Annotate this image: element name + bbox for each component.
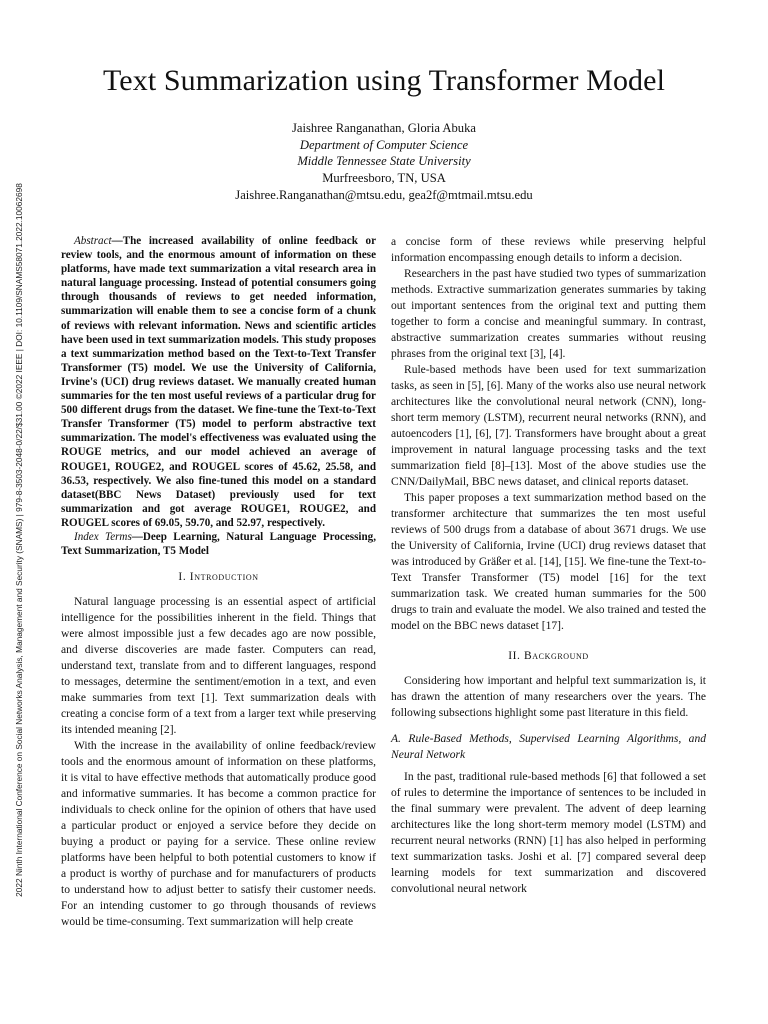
right-column (391, 234, 706, 897)
abstract-paragraph (61, 234, 376, 530)
section-number: II. (508, 650, 521, 662)
section-heading-introduction (61, 569, 376, 585)
section-heading-background (391, 648, 706, 664)
section-number: I. (178, 571, 187, 584)
intro-paragraph-6: This paper proposes a text summarization method based on the transformer architecture that summarizes the ten most useful reviews of 500 drugs from a database of about 3671 drugs. We use the University of California, Irvine (UCI) drug reviews dataset that was introduced by Gräßer et al. [14], [15]. We fine-tune the Text-to-Text Transfer Transformer (T5) model [16] for the text summarization task. We created human summaries for the 500 drugs to train and evaluate the model. We also trained and tested the model on the BBC news dataset [17]. (391, 492, 706, 632)
author-university: Middle Tennessee State University (297, 154, 471, 169)
subsection-heading: A. Rule-Based Methods, Supervised Learning Algorithms, and Neural Network (391, 733, 706, 761)
subsection-paragraph: In the past, traditional rule-based methods [6] that followed a set of rules to determine the importance of sentences to be included in the final summary were prevalent. The advent of deep learning architectures like the long short-term memory model (LSTM) and recurrent neural networks (RNN) [1] has also helped in performing text summarization tasks. Joshi et al. [7] compared several deep learning models for text summarization and discovered convolutional neural network (391, 771, 706, 895)
abstract (61, 234, 376, 558)
section-title: Background (524, 650, 589, 662)
index-terms-dash: — (131, 530, 143, 543)
left-column (61, 234, 376, 930)
abstract-text: The increased availability of online feedback or review tools, and the enormous amount of information on these platforms, have made text summarization a vital research area in natural language processing. Instead of potential consumers going through thousands of reviews to get needed information, summarization will enable them to see a concise form of a chunk of reviews with relevant information. News and scientific articles have been used in text summarization models. This study proposes a text summarization method based on the Text-to-Text Transfer Transformer (T5) model. We use the University of California, Irvine's (UCI) drug reviews dataset. We manually created human summaries for the ten most useful reviews of a particular drug for 500 different drugs from the dataset. We fine-tune the Text-to-Text Transfer Transformer (T5) model to perform abstractive text summarization. The model's effectiveness was evaluated using the ROUGE metrics, and our model achieved an average of ROUGE1, ROUGE2, and ROUGEL scores of 45.62, 25.58, and 36.53, respectively. We also fine-tuned this model on a standard dataset(BBC News Dataset) previously used for text summarization and got average ROUGE1, ROUGE2, and ROUGEL scores of 69.05, 59.70, and 52.97, respectively. (61, 235, 376, 529)
sidebar-citation-text: 2022 Ninth International Conference on Social Networks Analysis, Management and Security (SNAMS) | 979-8-3503-2048-0/22/$31.00 ©2022 IEEE | DOI: 10.1109/SNAMS58071.2022.10062698 (14, 183, 24, 897)
author-department: Department of Computer Science (299, 137, 469, 152)
background-paragraph: Considering how important and helpful text summarization is, it has drawn the attention of many researchers over the years. The following subsections highlight some past literature in this field. (391, 675, 706, 719)
intro-paragraph-2: With the increase in the availability of online feedback/review tools and the enormous amount of information on these platforms, it is vital to have effective methods that automatically produce good and informative summaries. It has become a common practice for individuals to check online for the opinion of others that have used a particular product or enjoyed a service before they decide on buying a product or paying for a service. These online review platforms have been helpful to both potential customers to know if a product is worthy of purchase and for manufacturers of products to understand how to adjust better to satisfy their customer needs. For an intending customer to go through thousands of reviews would be time-consuming. Text summarization will help create (61, 740, 376, 929)
section-title: Introduction (189, 571, 259, 584)
author-block (40, 120, 728, 204)
intro-paragraph-5: Rule-based methods have been used for text summarization tasks, as seen in [5], [6]. Many of the works also use neural network architectures like the convolutional neural network (CNN), long-short term memory (LSTM), recurrent neural networks (RNN), and autoencoders [1], [6], [7]. Transformers have brought about a great improvement in natural language processing tasks and the text summarization field [8]–[13]. Most of the above studies use the CNN/DailyMail, BBC news dataset, and clinical reports dataset. (391, 364, 706, 488)
intro-paragraph-3: a concise form of these reviews while preserving helpful information encompassing enough details to inform a decision. (391, 236, 706, 264)
index-terms (61, 530, 376, 558)
paper-title: Text Summarization using Transformer Model (102, 64, 666, 97)
author-emails: Jaishree.Ranganathan@mtsu.edu, gea2f@mtmail.mtsu.edu (235, 187, 533, 202)
sidebar-citation (10, 100, 28, 980)
index-terms-text: Deep Learning, Natural Language Processing, Text Summarization, T5 Model (61, 530, 376, 558)
intro-paragraph-1: Natural language processing is an essential aspect of artificial intelligence for the possibilities inherent in the field. Things that were almost impossible just a few decades ago are now possible, and diverse discoveries are made faster. Computers can read, understand text, translate from and to different languages, respond to messages, determine the sentiment/emotion in a text, and even make summaries from text [1]. Text summarization deals with creating a concise form of a text from a larger text while preserving its intended meaning [2]. (61, 596, 376, 737)
author-location: Murfreesboro, TN, USA (322, 171, 446, 186)
index-terms-label: Index Terms (74, 530, 132, 543)
abstract-label: Abstract (74, 235, 112, 247)
author-names: Jaishree Ranganathan, Gloria Abuka (292, 121, 476, 135)
intro-paragraph-4: Researchers in the past have studied two types of summarization methods. Extractive summarization generates summaries by taking out important sentences from the original text and putting them together to form a concise and meaningful summary. In contrast, abstractive summarization creates summaries without reusing phrases from the original text [3], [4]. (391, 268, 706, 360)
abstract-dash: — (111, 235, 123, 247)
